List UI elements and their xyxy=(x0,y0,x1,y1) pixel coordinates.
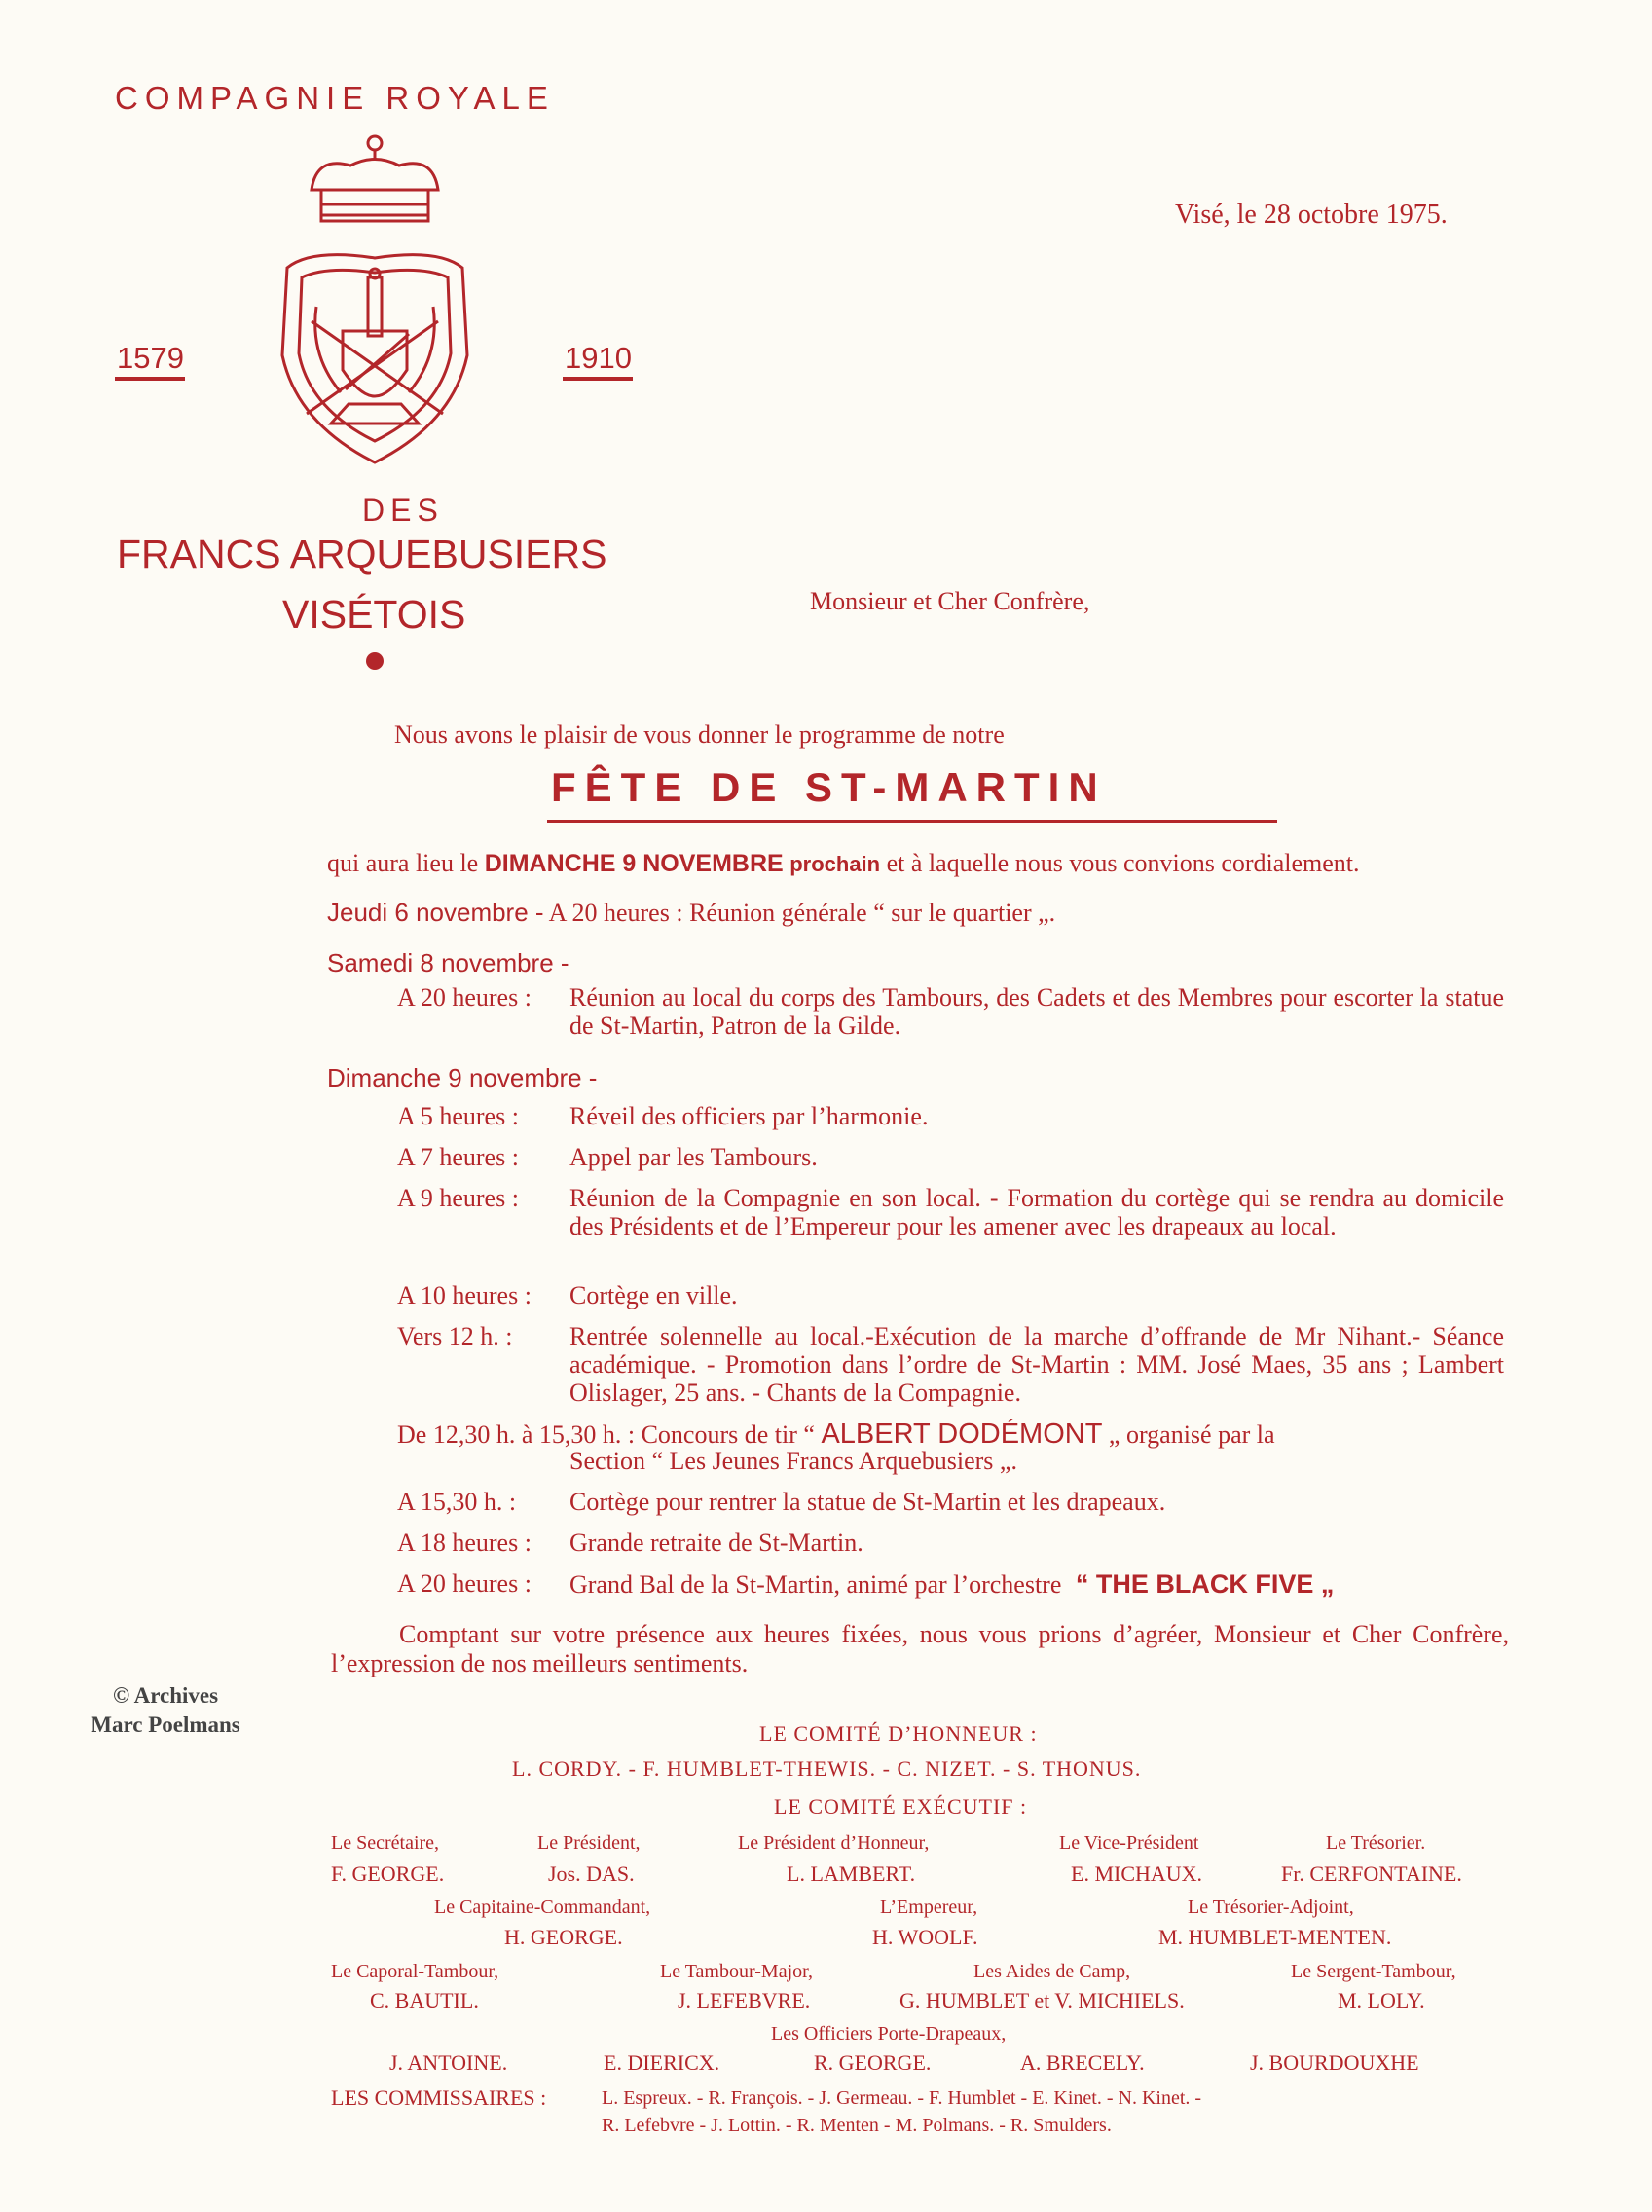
member-name: A. BRECELY. xyxy=(1020,2050,1145,2075)
role-label: Le Trésorier. xyxy=(1326,1832,1426,1854)
member-name: Jos. DAS. xyxy=(548,1862,635,1886)
role-label: Le Tambour-Major, xyxy=(660,1961,813,1982)
member-name: C. BAUTIL. xyxy=(370,1988,479,2012)
founding-year: 1579 xyxy=(117,341,184,375)
executif-title: LE COMITÉ EXÉCUTIF : xyxy=(774,1794,1028,1819)
member-name: J. LEFEBVRE. xyxy=(678,1988,811,2012)
schedule-time: A 15,30 h. : xyxy=(397,1488,517,1516)
concours-line: De 12,30 h. à 15,30 h. : Concours de tir “ ALBERT DODÉMONT „ organisé par la xyxy=(397,1419,1275,1450)
member-name: E. MICHAUX. xyxy=(1071,1862,1203,1886)
schedule-time: Vers 12 h. : xyxy=(397,1322,513,1350)
jeudi-line: Jeudi 6 novembre - A 20 heures : Réunion générale “ sur le quartier „. xyxy=(327,898,1056,927)
role-label: Les Aides de Camp, xyxy=(973,1961,1131,1982)
role-label: Le Caporal-Tambour, xyxy=(331,1961,499,1982)
member-name: H. WOOLF. xyxy=(872,1925,978,1949)
year-underline-right xyxy=(563,377,633,381)
porte-drapeaux-title: Les Officiers Porte-Drapeaux, xyxy=(771,2023,1007,2045)
schedule-text: Rentrée solennelle au local.-Exécution de la marche d’offrande de Mr Nihant.- Séance académique. - Promotion dans l’ordre de St-Martin : MM. José Maes, 35 ans ; Lambert Olislager, 25 ans. - Chants de la Compagnie. xyxy=(569,1322,1504,1407)
org-des: DES xyxy=(362,493,444,528)
coat-of-arms-emblem xyxy=(273,131,506,482)
role-label: L’Empereur, xyxy=(880,1897,978,1918)
samedi-label: Samedi 8 novembre - xyxy=(327,948,569,977)
decorative-dot xyxy=(366,652,384,670)
schedule-time: A 9 heures : xyxy=(397,1184,519,1212)
member-name: R. GEORGE. xyxy=(814,2050,932,2075)
honneur-names: L. CORDY. - F. HUMBLET-THEWIS. - C. NIZET. - S. THONUS. xyxy=(512,1756,1142,1781)
samedi-text: Réunion au local du corps des Tambours, des Cadets et des Membres pour escorter la statue de St-Martin, Patron de la Gilde. xyxy=(569,983,1504,1040)
closing-paragraph: Comptant sur votre présence aux heures fixées, nous vous prions d’agréer, Monsieur et Cher Confrère, l’expression de nos meilleurs sentiments. xyxy=(331,1620,1509,1677)
member-name: M. HUMBLET-MENTEN. xyxy=(1158,1925,1392,1949)
schedule-time: A 18 heures : xyxy=(397,1529,532,1557)
samedi-time: A 20 heures : xyxy=(397,983,532,1012)
role-label: Le Président, xyxy=(537,1832,641,1854)
member-name: H. GEORGE. xyxy=(504,1925,623,1949)
role-label: Le Sergent-Tambour, xyxy=(1291,1961,1456,1982)
honneur-title: LE COMITÉ D’HONNEUR : xyxy=(759,1721,1038,1746)
role-label: Le Capitaine-Commandant, xyxy=(434,1897,651,1918)
commissaires-list-2: R. Lefebvre - J. Lottin. - R. Menten - M. Polmans. - R. Smulders. xyxy=(602,2115,1112,2136)
member-name: Fr. CERFONTAINE. xyxy=(1281,1862,1462,1886)
member-name: J. BOURDOUXHE xyxy=(1250,2050,1419,2075)
year-underline-left xyxy=(115,377,185,381)
copyright-notice: © Archives Marc Poelmans xyxy=(91,1683,240,1737)
member-name: G. HUMBLET et V. MICHIELS. xyxy=(899,1988,1185,2012)
member-name: J. ANTOINE. xyxy=(389,2050,508,2075)
schedule-text: Cortège pour rentrer la statue de St-Martin et les drapeaux. xyxy=(569,1488,1166,1516)
dimanche-label: Dimanche 9 novembre - xyxy=(327,1063,598,1092)
letter-date: Visé, le 28 octobre 1975. xyxy=(1175,200,1448,230)
title-underline xyxy=(547,820,1277,823)
concours-line-2: Section “ Les Jeunes Francs Arquebusiers „. xyxy=(569,1447,1017,1475)
schedule-time: A 7 heures : xyxy=(397,1143,519,1171)
event-title: FÊTE DE ST-MARTIN xyxy=(551,764,1107,810)
schedule-text: Réveil des officiers par l’harmonie. xyxy=(569,1102,929,1130)
schedule-text: Appel par les Tambours. xyxy=(569,1143,818,1171)
role-label: Le Secrétaire, xyxy=(331,1832,440,1854)
schedule-time: A 10 heures : xyxy=(397,1281,532,1309)
member-name: E. DIERICX. xyxy=(604,2050,720,2075)
org-name-top: COMPAGNIE ROYALE xyxy=(115,80,555,116)
schedule-text: Grande retraite de St-Martin. xyxy=(569,1529,863,1557)
role-label: Le Vice-Président xyxy=(1059,1832,1199,1854)
role-label: Le Trésorier-Adjoint, xyxy=(1188,1897,1354,1918)
org-name-line1: FRANCS ARQUEBUSIERS xyxy=(117,532,607,576)
role-label: Le Président d’Honneur, xyxy=(738,1832,930,1854)
member-name: M. LOLY. xyxy=(1338,1988,1425,2012)
schedule-time: A 5 heures : xyxy=(397,1102,519,1130)
org-name-line2: VISÉTOIS xyxy=(282,592,466,637)
member-name: L. LAMBERT. xyxy=(787,1862,916,1886)
royal-year: 1910 xyxy=(565,341,632,375)
bal-line: Grand Bal de la St-Martin, animé par l’orchestre “ THE BLACK FIVE „ xyxy=(569,1569,1335,1599)
schedule-text: Cortège en ville. xyxy=(569,1281,738,1309)
commissaires-label: LES COMMISSAIRES : xyxy=(331,2085,547,2110)
salutation: Monsieur et Cher Confrère, xyxy=(810,587,1090,615)
member-name: F. GEORGE. xyxy=(331,1862,445,1886)
event-date-line: qui aura lieu le DIMANCHE 9 NOVEMBRE prochain et à laquelle nous vous convions cordialement. xyxy=(327,849,1360,877)
schedule-time: A 20 heures : xyxy=(397,1569,532,1598)
schedule-text: Réunion de la Compagnie en son local. - Formation du cortège qui se rendra au domicile des Présidents et de l’Empereur pour les amener avec les drapeaux au local. xyxy=(569,1184,1504,1240)
commissaires-list-1: L. Espreux. - R. François. - J. Germeau. - F. Humblet - E. Kinet. - N. Kinet. - xyxy=(602,2087,1202,2109)
intro-text: Nous avons le plaisir de vous donner le programme de notre xyxy=(394,720,1005,749)
